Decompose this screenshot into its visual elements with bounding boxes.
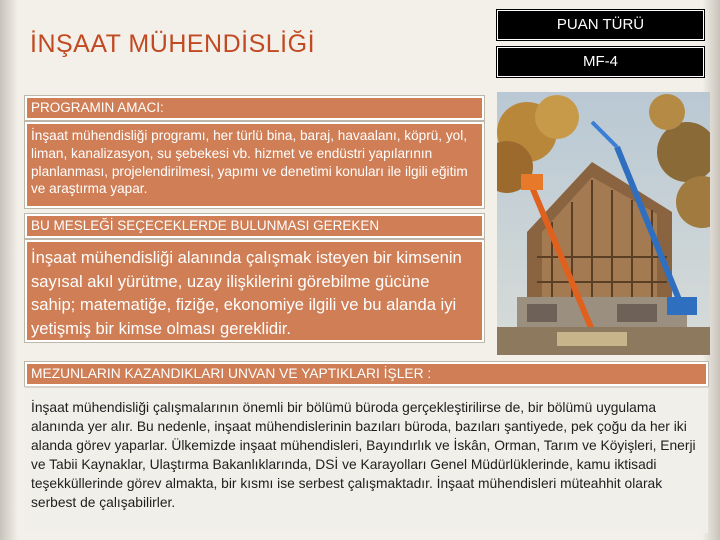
aim-text: İnşaat mühendisliği programı, her türlü bina, baraj, havaalanı, köprü, yol, liman, kanalizasyon, su şebekesi vb. hizmet ve endüstri yapılarının planlanması, projelendirilmesi, yapımı ve denetimi konuları ile ilgili eğitim ve araştırma yapar. xyxy=(25,122,484,208)
page-title: İNŞAAT MÜHENDİSLİĞİ xyxy=(30,30,316,58)
construction-site-photo xyxy=(497,92,710,355)
graduates-heading: MEZUNLARIN KAZANDIKLARI UNVAN VE YAPTIKLARI İŞLER : xyxy=(25,362,708,386)
score-type-value: MF-4 xyxy=(497,47,704,77)
qualities-heading: BU MESLEĞİ SEÇECEKLERDE BULUNMASI GEREKEN xyxy=(25,214,484,238)
score-type-label: PUAN TÜRÜ xyxy=(497,10,704,40)
qualities-text: İnşaat mühendisliği alanında çalışmak isteyen bir kimsenin sayısal akıl yürütme, uzay ilişkilerini görebilme gücüne sahip; matematiğe, fiziğe, ekonomiye ilgili ve bu alanda iyi yetişmiş bir kimse olması gereklidir. xyxy=(25,240,484,342)
aim-heading: PROGRAMIN AMACI: xyxy=(25,96,484,120)
left-edge-shade xyxy=(0,0,18,540)
graduates-text: İnşaat mühendisliği çalışmalarının önemli bir bölümü büroda gerçekleştirilirse de, bir bölümü uygulama alanında yer alır. Bu nedenle, inşaat mühendislerinin bazıları büroda, bazıları şantiyede, pek çoğu da her iki alanda görev yaparlar. Ülkemizde inşaat mühendisleri, Bayındırlık ve İskân, Orman, Tarım ve Köyişleri, Enerji ve Tabii Kaynaklar, Ulaştırma Bakanlıklarında, DSİ ve Karayolları Genel Müdürlüklerinde, kamu iktisadi teşekküllerinde görev almakta, bir kısmı ise serbest çalışmaktadır. İnşaat mühendisleri müteahhit olarak serbest de çalışabilirler. xyxy=(25,388,708,533)
